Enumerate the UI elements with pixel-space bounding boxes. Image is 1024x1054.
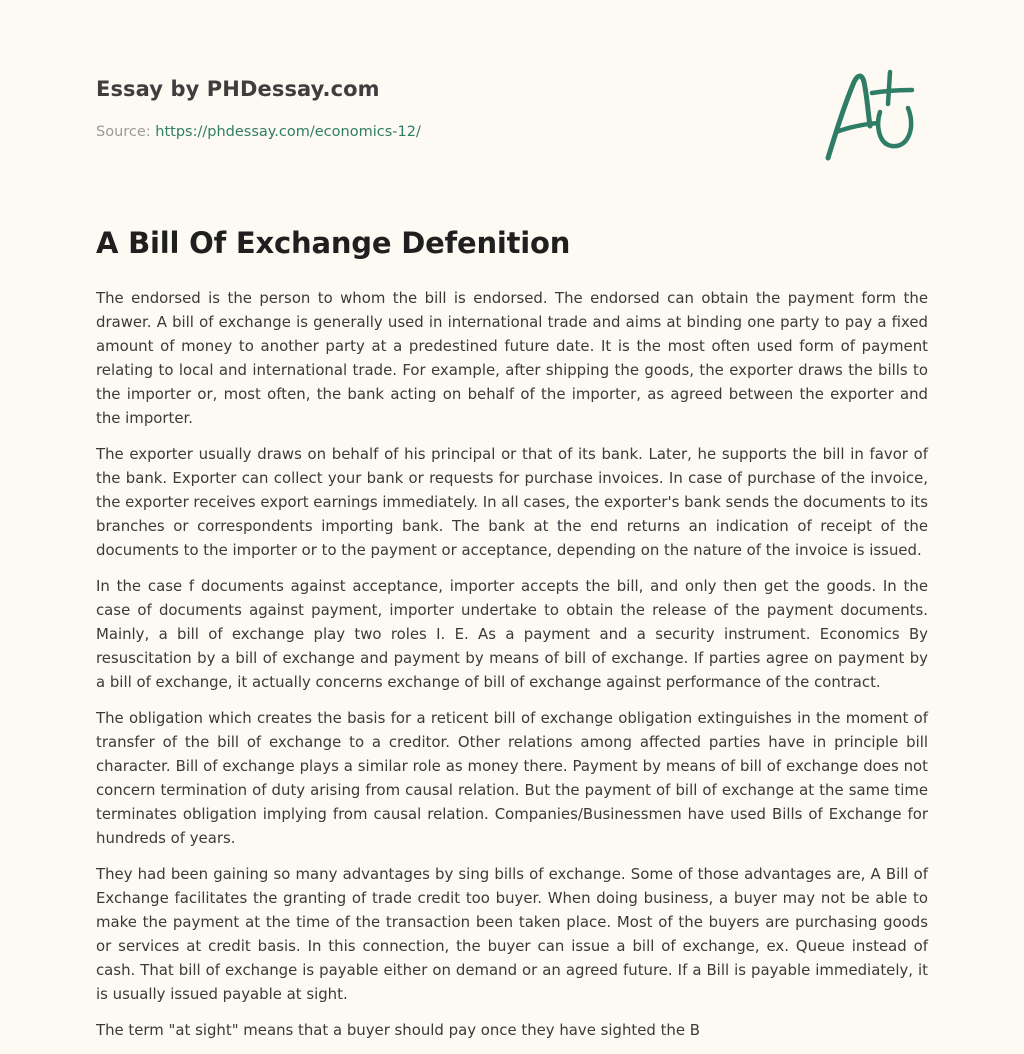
paragraph: The obligation which creates the basis for a reticent bill of exchange obligation extinguishes in the moment of transfer of the bill of exchange to a creditor. Other relations among affected parties have in principle bill character. Bill of exchange plays a similar role as money there. Payment by means of bill of exchange does not concern termination of duty arising from causal relation. But the payment of bill of exchange at the same time terminates obligation implying from causal relation. Companies/Businessmen have used Bills of Exchange for hundreds of years. xyxy=(96,709,928,847)
paragraph: In the case f documents against acceptance, importer accepts the bill, and only then get the goods. In the case of documents against payment, importer undertake to obtain the release of the payment documents. Mainly, a bill of exchange play two roles I. E. As a payment and a security instrument. Economics By resuscitation by a bill of exchange and payment by means of bill of exchange. If parties agree on payment by a bill of exchange, it actually concerns exchange of bill of exchange against performance of the contract. xyxy=(96,577,928,691)
paragraph: The endorsed is the person to whom the bill is endorsed. The endorsed can obtain the payment form the drawer. A bill of exchange is generally used in international trade and aims at binding one party to pay a fixed amount of money to another party at a predestined future date. It is the most often used form of payment relating to local and international trade. For example, after shipping the goods, the exporter draws the bills to the importer or, most often, the bank acting on behalf of the importer, as agreed between the exporter and the importer. xyxy=(96,289,928,427)
paragraph: The term "at sight" means that a buyer should pay once they have sighted the B xyxy=(96,1021,700,1039)
article-title: A Bill Of Exchange Defenition xyxy=(96,226,571,260)
source-link[interactable]: https://phdessay.com/economics-12/ xyxy=(155,124,421,140)
article-body xyxy=(96,286,928,1054)
paragraph: The exporter usually draws on behalf of his principal or that of its bank. Later, he supports the bill in favor of the bank. Exporter can collect your bank or requests for purchase invoices. In case of purchase of the invoice, the exporter receives export earnings immediately. In all cases, the exporter's bank sends the documents to its branches or correspondents importing bank. The bank at the end returns an indication of receipt of the documents to the importer or to the payment or acceptance, depending on the nature of the invoice is issued. xyxy=(96,445,929,559)
source-line xyxy=(96,124,421,140)
site-brand-title: Essay by PHDessay.com xyxy=(96,77,380,101)
a-plus-logo-icon xyxy=(820,66,930,166)
paragraph: They had been gaining so many advantages by sing bills of exchange. Some of those advantages are, A Bill of Exchange facilitates the granting of trade credit too buyer. When doing business, a buyer may not be able to make the payment at the time of the transaction been taken place. Most of the buyers are purchasing goods or services at credit basis. In this connection, the buyer can issue a bill of exchange, ex. Queue instead of cash. That bill of exchange is payable either on demand or an agreed future. If a Bill is payable immediately, it is usually issued payable at sight. xyxy=(96,865,928,1003)
source-label: Source: xyxy=(96,124,156,140)
